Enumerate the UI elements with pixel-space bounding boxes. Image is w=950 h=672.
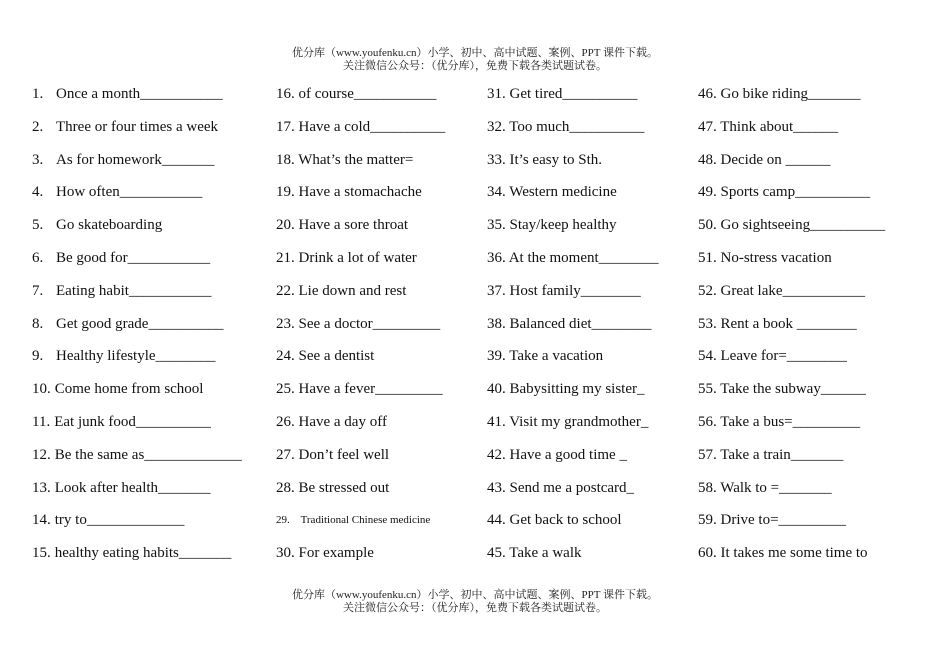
phrase-item	[32, 346, 262, 379]
item-number: 56.	[698, 413, 717, 430]
item-number: 14.	[32, 512, 51, 529]
item-text: Leave for=________	[720, 348, 847, 365]
phrase-item	[698, 150, 928, 183]
item-number: 9.	[32, 348, 44, 365]
phrase-item	[276, 478, 476, 511]
phrase-item	[487, 248, 687, 281]
phrase-item	[698, 412, 928, 445]
item-text: of course___________	[298, 86, 437, 102]
item-number: 23.	[276, 315, 295, 332]
item-text: Stay/keep healthy	[509, 217, 617, 234]
item-number: 8.	[32, 315, 44, 332]
item-number: 54.	[698, 348, 717, 365]
item-text: Have a sore throat	[298, 217, 409, 234]
item-number: 43.	[487, 479, 506, 496]
item-number: 60.	[698, 545, 717, 562]
footer-banner	[0, 589, 950, 615]
item-text: Rent a book ________	[720, 315, 857, 332]
phrase-item	[698, 84, 928, 117]
item-text: Visit my grandmother_	[509, 413, 649, 430]
item-text: How often___________	[56, 184, 203, 201]
phrase-item	[487, 543, 687, 576]
header-banner	[0, 47, 950, 73]
item-text: Don’t feel well	[298, 446, 390, 463]
item-text: Drive to=_________	[720, 512, 847, 529]
item-number: 27.	[276, 446, 295, 463]
item-text: Think about______	[720, 118, 839, 135]
phrase-item	[487, 412, 687, 445]
item-text: Be stressed out	[298, 479, 390, 496]
phrase-item	[487, 379, 687, 412]
item-text: At the moment________	[508, 249, 659, 266]
phrase-item	[276, 215, 476, 248]
item-number: 21.	[276, 249, 295, 266]
item-text: Take the subway______	[720, 381, 866, 398]
item-number: 39.	[487, 348, 506, 365]
phrase-item	[487, 346, 687, 379]
item-number: 19.	[276, 184, 295, 201]
item-number: 22.	[276, 282, 295, 299]
item-number: 45.	[487, 545, 506, 562]
phrase-item	[698, 543, 928, 576]
item-text: Balanced diet________	[509, 315, 652, 332]
item-text: Have a good time _	[509, 446, 627, 463]
item-text: Take a train_______	[720, 446, 844, 463]
phrase-column-3	[487, 84, 687, 576]
item-number: 51.	[698, 249, 717, 266]
item-number: 16.	[276, 86, 295, 102]
phrase-column-2	[276, 84, 476, 576]
item-text: Be good for___________	[56, 249, 211, 266]
item-text: Traditional Chinese medicine	[300, 514, 431, 527]
item-number: 12.	[32, 446, 51, 463]
phrase-item	[487, 84, 687, 117]
item-number: 10.	[32, 381, 51, 398]
item-text: Once a month___________	[56, 86, 223, 102]
header-line-1: 优分库（www.youfenku.cn）小学、初中、高中试题、案例、PPT 课件下载。	[291, 47, 659, 59]
item-text: Western medicine	[509, 184, 617, 201]
phrase-item	[276, 248, 476, 281]
item-number: 13.	[32, 479, 51, 496]
phrase-item	[276, 412, 476, 445]
item-number: 58.	[698, 479, 717, 496]
item-number: 30.	[276, 545, 295, 562]
phrase-item	[32, 445, 262, 478]
item-text: try to_____________	[54, 512, 185, 529]
item-text: Be the same as_____________	[54, 446, 242, 463]
footer-line-1: 优分库（www.youfenku.cn）小学、初中、高中试题、案例、PPT 课件下载。	[291, 589, 659, 601]
item-number: 44.	[487, 512, 506, 529]
phrase-item	[276, 346, 476, 379]
item-number: 1.	[32, 86, 44, 102]
item-number: 32.	[487, 118, 506, 135]
item-text: Lie down and rest	[298, 282, 407, 299]
phrase-column-1	[32, 84, 262, 576]
item-number: 46.	[698, 86, 717, 102]
item-text: Get back to school	[509, 512, 622, 529]
item-text: healthy eating habits_______	[54, 545, 232, 562]
item-text: Come home from school	[54, 381, 204, 398]
item-number: 17.	[276, 118, 295, 135]
item-number: 47.	[698, 118, 717, 135]
item-text: Look after health_______	[54, 479, 211, 496]
item-text: For example	[298, 545, 374, 562]
item-number: 50.	[698, 217, 717, 234]
phrase-item	[698, 510, 928, 543]
item-number: 52.	[698, 282, 717, 299]
item-number: 28.	[276, 479, 295, 496]
phrase-item	[32, 543, 262, 576]
item-number: 7.	[32, 282, 44, 299]
item-number: 25.	[276, 381, 295, 398]
item-text: Babysitting my sister_	[509, 381, 645, 398]
item-text: Drink a lot of water	[298, 249, 417, 266]
phrase-item	[276, 314, 476, 347]
phrase-column-4	[698, 84, 928, 576]
item-number: 48.	[698, 151, 717, 168]
item-text: See a dentist	[298, 348, 375, 365]
item-text: Sports camp__________	[720, 184, 871, 201]
phrase-item	[32, 412, 262, 445]
item-number: 57.	[698, 446, 717, 463]
item-number: 34.	[487, 184, 506, 201]
phrase-item	[487, 182, 687, 215]
phrase-item	[32, 182, 262, 215]
item-text: Eat junk food__________	[54, 413, 211, 430]
phrase-item	[276, 182, 476, 215]
item-number: 38.	[487, 315, 506, 332]
item-number: 40.	[487, 381, 506, 398]
phrase-item	[32, 150, 262, 183]
phrase-item	[487, 314, 687, 347]
item-number: 24.	[276, 348, 295, 365]
item-text: Have a day off	[298, 413, 387, 430]
item-text: As for homework_______	[56, 151, 215, 168]
item-number: 3.	[32, 151, 44, 168]
phrase-item	[698, 445, 928, 478]
item-text: Have a stomachache	[298, 184, 422, 201]
item-text: Three or four times a week	[56, 118, 219, 135]
phrase-item	[698, 215, 928, 248]
phrase-item	[276, 445, 476, 478]
phrase-item	[487, 117, 687, 150]
item-text: Host family________	[509, 282, 641, 299]
phrase-item	[32, 478, 262, 511]
item-number: 59.	[698, 512, 717, 529]
item-text: Too much__________	[509, 118, 645, 135]
phrase-item	[698, 281, 928, 314]
item-text: Take a vacation	[509, 348, 604, 365]
item-text: See a doctor_________	[298, 315, 441, 332]
item-text: Get good grade__________	[56, 315, 224, 332]
item-number: 37.	[487, 282, 506, 299]
item-number: 35.	[487, 217, 506, 234]
phrase-item	[487, 445, 687, 478]
phrase-item	[698, 478, 928, 511]
item-number: 4.	[32, 184, 44, 201]
item-text: Take a bus=_________	[720, 413, 861, 430]
phrase-item	[32, 281, 262, 314]
phrase-item	[276, 117, 476, 150]
item-text: Get tired__________	[509, 86, 638, 102]
item-text: It takes me some time to	[720, 545, 868, 562]
phrase-item	[698, 379, 928, 412]
item-text: Have a fever_________	[298, 381, 443, 398]
phrase-item	[487, 478, 687, 511]
item-text: Go skateboarding	[56, 217, 163, 234]
item-number: 20.	[276, 217, 295, 234]
phrase-item	[487, 215, 687, 248]
phrase-item	[32, 314, 262, 347]
phrase-item	[698, 182, 928, 215]
item-text: Have a cold__________	[298, 118, 446, 135]
item-text: Walk to =_______	[720, 479, 832, 496]
item-text: Take a walk	[509, 545, 582, 562]
phrase-item	[276, 379, 476, 412]
item-number: 5.	[32, 217, 44, 234]
item-number: 49.	[698, 184, 717, 201]
phrase-item	[32, 117, 262, 150]
item-text: Great lake___________	[720, 282, 866, 299]
item-text: Eating habit___________	[56, 282, 212, 299]
header-line-2: 关注微信公众号：（优分库），免费下载各类试题试卷。	[343, 60, 607, 72]
phrase-item	[32, 84, 262, 117]
item-number: 31.	[487, 86, 506, 102]
item-number: 18.	[276, 151, 295, 168]
item-text: It’s easy to Sth.	[509, 151, 602, 168]
item-text: Go bike riding_______	[720, 86, 861, 102]
phrase-item	[276, 84, 476, 117]
item-number: 2.	[32, 118, 44, 135]
footer-line-2: 关注微信公众号：（优分库），免费下载各类试题试卷。	[343, 602, 607, 614]
item-text: What’s the matter=	[298, 151, 414, 168]
item-number: 42.	[487, 446, 506, 463]
item-number: 41.	[487, 413, 506, 430]
phrase-item	[276, 543, 476, 576]
item-text: Go sightseeing__________	[720, 217, 886, 234]
phrase-item	[487, 510, 687, 543]
phrase-item	[276, 150, 476, 183]
phrase-item	[276, 510, 476, 543]
item-number: 11.	[32, 413, 51, 430]
item-number: 36.	[487, 249, 506, 266]
item-number: 33.	[487, 151, 506, 168]
phrase-item	[698, 314, 928, 347]
phrase-item	[698, 346, 928, 379]
item-number: 26.	[276, 413, 295, 430]
phrase-item	[32, 215, 262, 248]
phrase-item	[32, 510, 262, 543]
item-text: Decide on ______	[720, 151, 831, 168]
phrase-item	[487, 150, 687, 183]
phrase-item	[32, 248, 262, 281]
item-number: 55.	[698, 381, 717, 398]
phrase-item	[698, 248, 928, 281]
item-number: 53.	[698, 315, 717, 332]
phrase-item	[32, 379, 262, 412]
item-number: 29.	[276, 514, 290, 527]
item-number: 15.	[32, 545, 51, 562]
item-number: 6.	[32, 249, 44, 266]
phrase-item	[698, 117, 928, 150]
phrase-item	[276, 281, 476, 314]
item-text: No-stress vacation	[720, 249, 832, 266]
item-text: Send me a postcard_	[509, 479, 635, 496]
phrase-item	[487, 281, 687, 314]
item-text: Healthy lifestyle________	[56, 348, 216, 365]
